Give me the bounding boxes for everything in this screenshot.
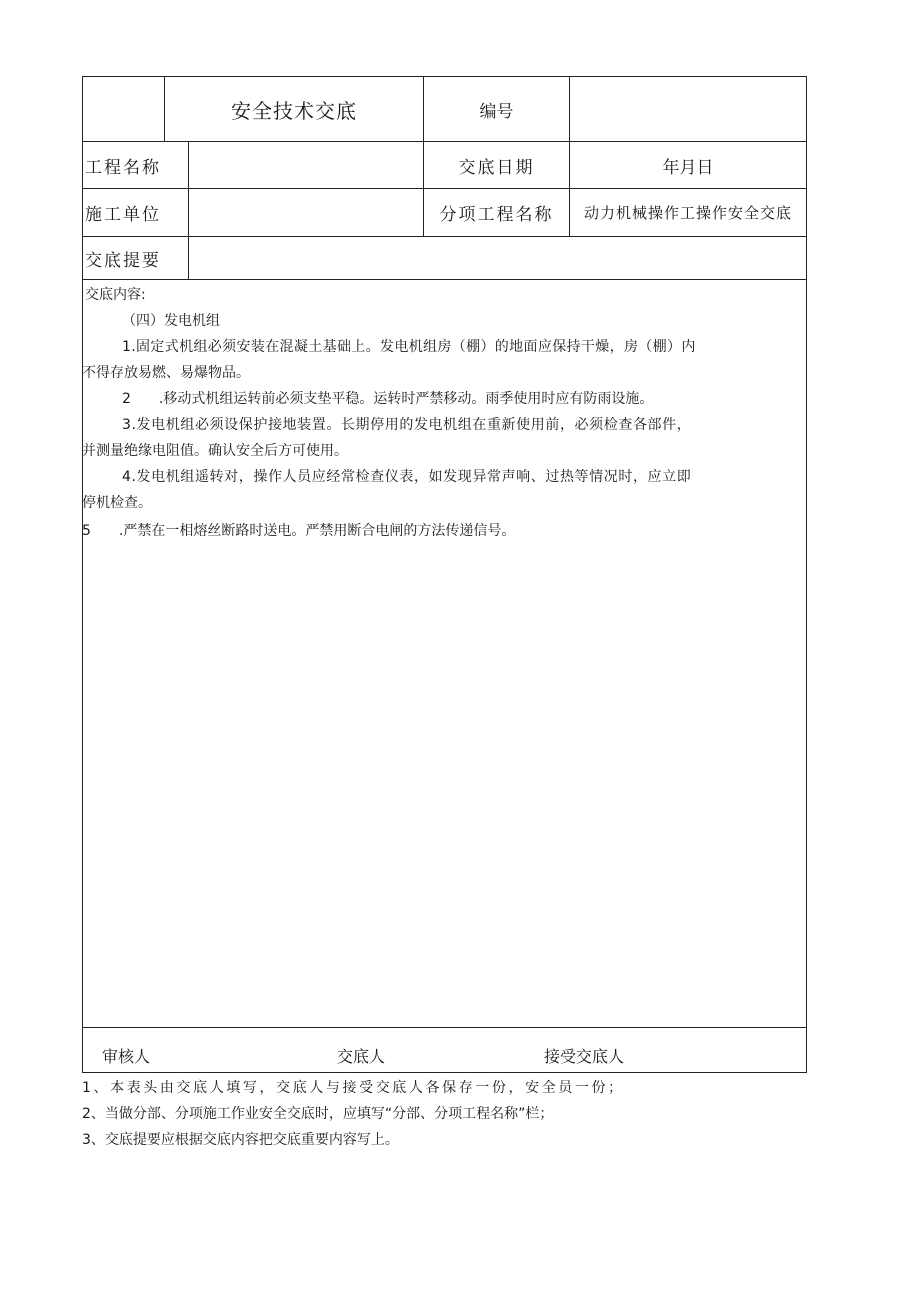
border-line	[82, 279, 807, 280]
border-line	[82, 1072, 807, 1073]
content-line: 不得存放易燃、易爆物品。	[82, 365, 250, 381]
project-name-field[interactable]	[189, 142, 423, 188]
note-line: 2、当做分部、分项施工作业安全交底时，应填写“分部、分项工程名称”栏；	[82, 1106, 554, 1122]
note-line: 3、交底提要应根据交底内容把交底重要内容写上。	[82, 1132, 399, 1148]
date-label: 交底日期	[458, 157, 535, 178]
number-field[interactable]	[570, 77, 806, 141]
content-line: 并测量绝缘电阻值。确认安全后方可使用。	[82, 443, 348, 459]
safety-briefing-form	[82, 76, 807, 1073]
section-heading: （四）发电机组	[122, 313, 220, 329]
border-line	[82, 1027, 807, 1028]
content-line: 2 .移动式机组运转前必须支垫平稳。运转时严禁移动。雨季使用时应有防雨设施。	[122, 391, 654, 407]
reviewer-label: 审核人	[102, 1047, 151, 1066]
content-line: 1.固定式机组必须安装在混凝土基础上。发电机组房（棚）的地面应保持干燥，房（棚）内	[122, 339, 696, 355]
summary-field[interactable]	[189, 237, 806, 279]
date-field[interactable]: 年月日	[662, 157, 714, 178]
number-label: 编号	[479, 101, 514, 122]
form-notes	[82, 1075, 808, 1153]
content-line: 停机检查。	[82, 495, 152, 511]
subproject-name-field[interactable]: 动力机械操作工操作安全交底	[583, 203, 792, 222]
summary-label: 交底提要	[85, 250, 161, 271]
presenter-label: 交底人	[337, 1047, 386, 1066]
border-line	[82, 76, 83, 1073]
border-line	[806, 76, 807, 1073]
note-line: 1、本表头由交底人填写，交底人与接受交底人各保存一份，安全员一份；	[82, 1080, 625, 1096]
content-line: 4.发电机组遥转对，操作人员应经常检查仪表，如发现异常声响、过热等情况时，应立即	[122, 469, 692, 485]
subproject-name-label: 分项工程名称	[439, 205, 554, 225]
form-title: 安全技术交底	[231, 98, 357, 123]
construction-unit-label: 施工单位	[85, 205, 161, 225]
content-line: 5 .严禁在一相熔丝断路时送电。严禁用断合电闸的方法传递信号。	[82, 523, 516, 539]
content-label: 交底内容:	[85, 287, 146, 303]
content-line: 3.发电机组必须设保护接地装置。长期停用的发电机组在重新使用前，必须检查各部件，	[122, 417, 692, 433]
receiver-label: 接受交底人	[544, 1047, 625, 1066]
construction-unit-field[interactable]	[189, 189, 423, 236]
project-name-label: 工程名称	[85, 157, 161, 178]
